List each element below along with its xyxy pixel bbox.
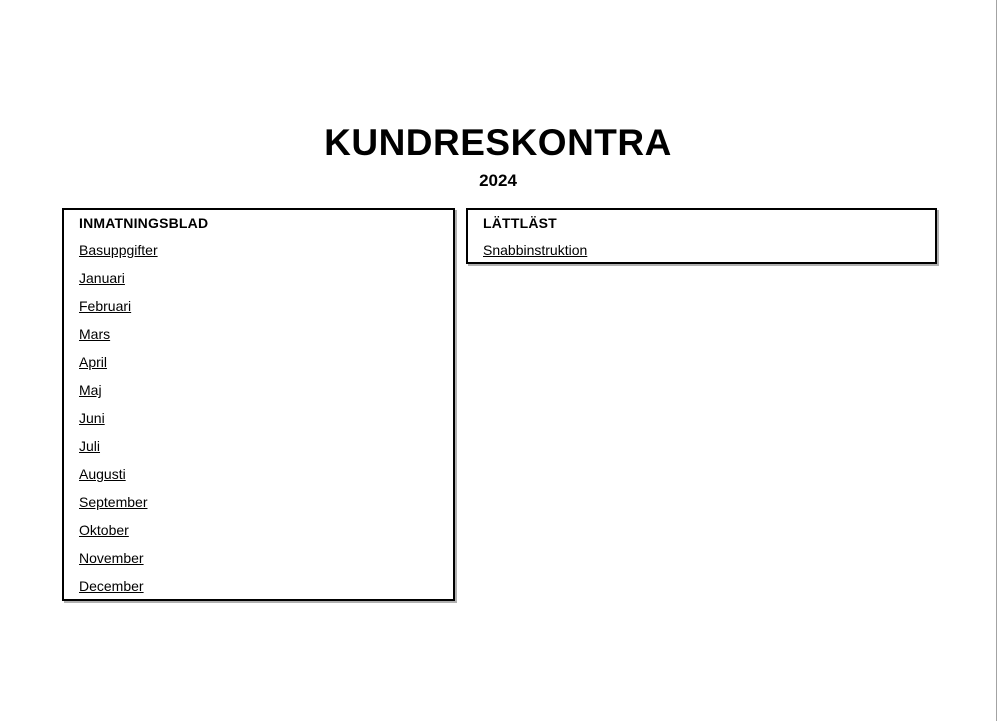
- page-edge-line: [996, 0, 997, 721]
- page-title: KUNDRESKONTRA: [324, 122, 672, 163]
- link-oktober[interactable]: Oktober: [79, 522, 129, 538]
- input-sheets-header: INMATNINGSBLAD: [79, 215, 209, 231]
- easy-read-box: [466, 208, 937, 264]
- link-augusti[interactable]: Augusti: [79, 466, 126, 482]
- list-item: [79, 516, 453, 544]
- easy-read-header: LÄTTLÄST: [483, 215, 557, 231]
- link-juni[interactable]: Juni: [79, 410, 105, 426]
- list-item: [483, 236, 935, 264]
- input-sheets-link-list: [64, 236, 453, 600]
- link-april[interactable]: April: [79, 354, 108, 370]
- list-item: [79, 404, 453, 432]
- list-item: [79, 292, 453, 320]
- list-item: [79, 264, 453, 292]
- list-item: [79, 348, 453, 376]
- list-item: [79, 236, 453, 264]
- input-sheets-box: [62, 208, 455, 601]
- link-maj[interactable]: Maj: [79, 382, 102, 398]
- list-item: [79, 320, 453, 348]
- link-januari[interactable]: Januari: [79, 270, 125, 286]
- link-februari[interactable]: Februari: [79, 298, 132, 314]
- list-item: [79, 376, 453, 404]
- link-november[interactable]: November: [79, 550, 144, 566]
- link-mars[interactable]: Mars: [79, 326, 111, 342]
- list-item: [79, 488, 453, 516]
- page-year: 2024: [479, 171, 517, 190]
- list-item: [79, 460, 453, 488]
- link-basuppgifter[interactable]: Basuppgifter: [79, 242, 158, 258]
- list-item: [79, 432, 453, 460]
- link-juli[interactable]: Juli: [79, 438, 101, 454]
- list-item: [79, 572, 453, 600]
- link-snabbinstruktion[interactable]: Snabbinstruktion: [483, 242, 588, 258]
- link-september[interactable]: September: [79, 494, 148, 510]
- easy-read-link-list: [468, 236, 935, 264]
- list-item: [79, 544, 453, 572]
- link-december[interactable]: December: [79, 578, 144, 594]
